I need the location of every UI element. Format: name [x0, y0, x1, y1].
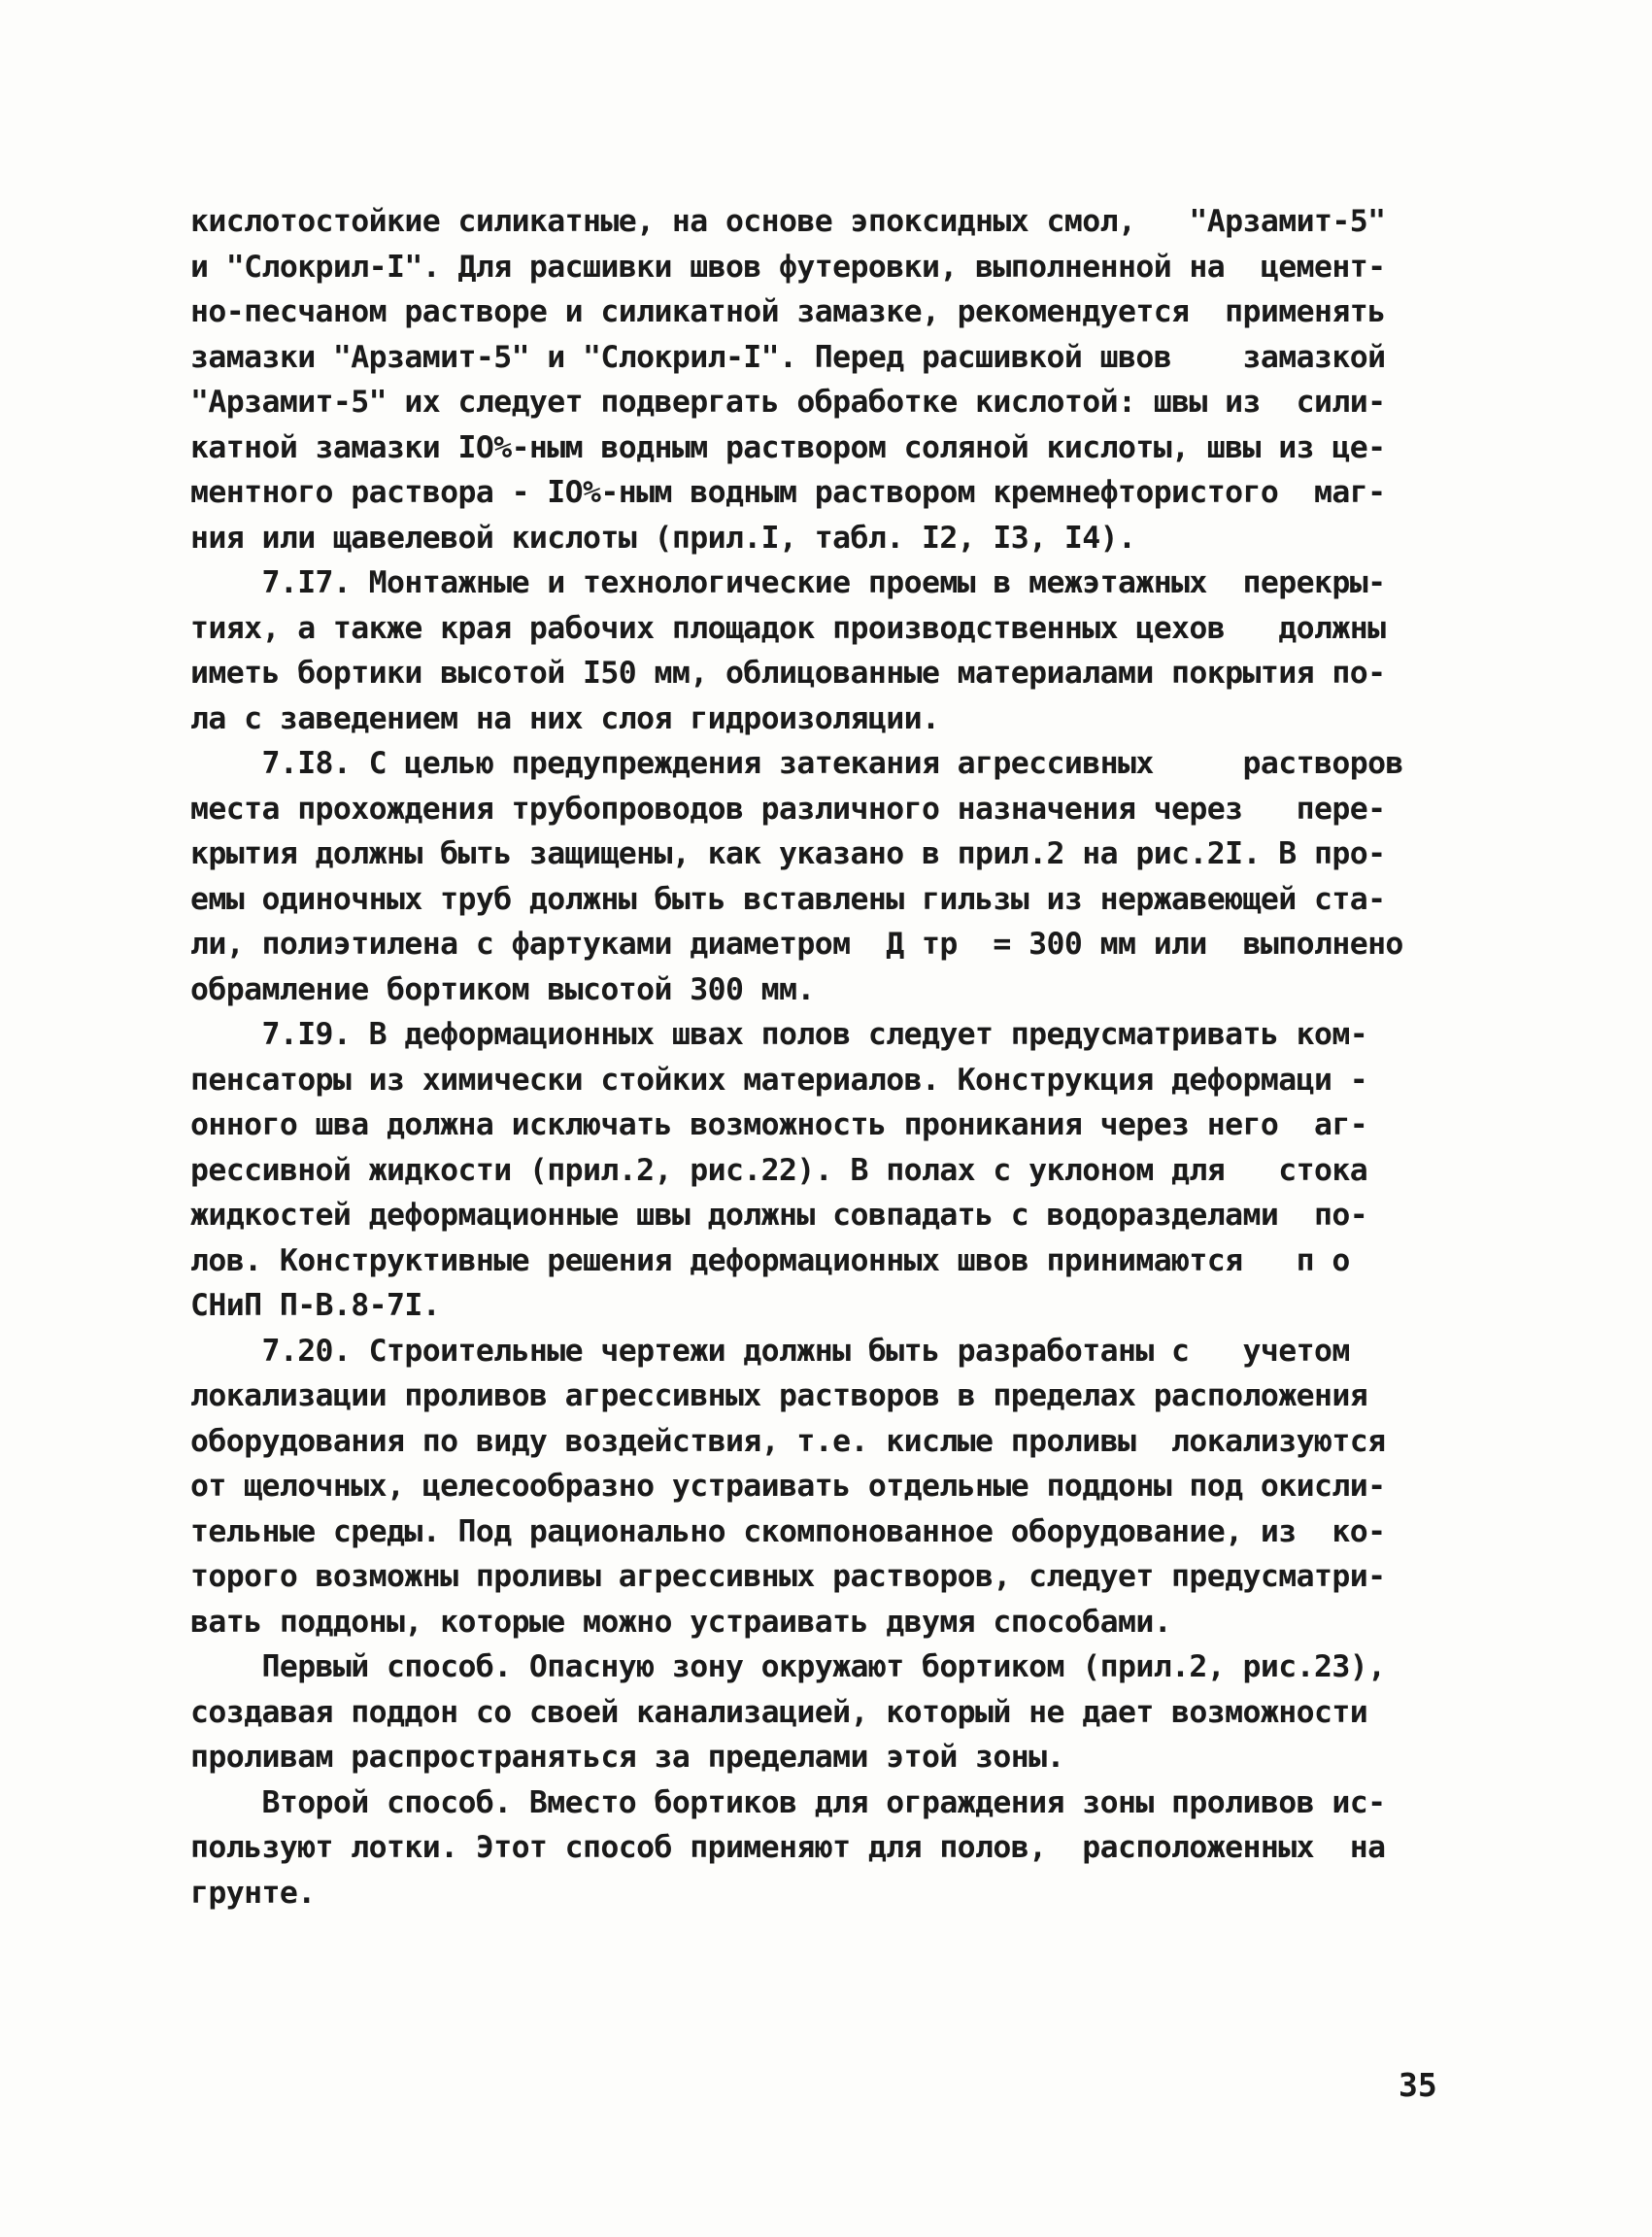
text-line: и "Слокрил-I". Для расшивки швов футеровки, выполненной на цемент-: [190, 249, 1386, 285]
text-line: тиях, а также края рабочих площадок производственных цехов должны: [190, 610, 1386, 646]
text-line: лов. Конструктивные решения деформационных швов принимаются п о: [190, 1242, 1350, 1278]
body-text: [190, 199, 1453, 1915]
text-line: тельные среды. Под рационально скомпонованное оборудование, из ко-: [190, 1513, 1386, 1549]
text-line: пользуют лотки. Этот способ применяют для полов, расположенных на: [190, 1830, 1386, 1865]
text-line: 7.20. Строительные чертежи должны быть разработаны с учетом: [190, 1333, 1350, 1369]
text-line: локализации проливов агрессивных растворов в пределах расположения: [190, 1378, 1368, 1413]
text-line: вать поддоны, которые можно устраивать двумя способами.: [190, 1604, 1172, 1640]
text-line: грунте.: [190, 1875, 316, 1911]
text-line: кислотостойкие силикатные, на основе эпоксидных смол, "Арзамит-5": [190, 204, 1386, 239]
text-line: катной замазки IO%-ным водным раствором соляной кислоты, швы из це-: [190, 429, 1386, 465]
text-line: ли, полиэтилена с фартуками диаметром Д тр = 300 мм или выполнено: [190, 927, 1403, 962]
text-line: ния или щавелевой кислоты (прил.I, табл. I2, I3, I4).: [190, 520, 1136, 556]
text-line: создавая поддон со своей канализацией, который не дает возможности: [190, 1694, 1368, 1730]
text-line: жидкостей деформационные швы должны совпадать с водоразделами по-: [190, 1198, 1368, 1233]
page-number: 35: [1399, 2066, 1437, 2104]
text-line: места прохождения трубопроводов различного назначения через пере-: [190, 791, 1386, 827]
text-line: проливам распространяться за пределами этой зоны.: [190, 1740, 1064, 1775]
text-line: 7.I8. С целью предупреждения затекания агрессивных растворов: [190, 746, 1403, 781]
text-line: оборудования по виду воздействия, т.е. кислые проливы локализуются: [190, 1423, 1386, 1459]
text-line: пенсаторы из химически стойких материалов. Конструкция деформаци -: [190, 1062, 1368, 1098]
text-line: 7.I9. В деформационных швах полов следует предусматривать ком-: [190, 1017, 1368, 1052]
text-line: Второй способ. Вместо бортиков для ограждения зоны проливов ис-: [190, 1784, 1386, 1820]
text-line: онного шва должна исключать возможность проникания через него аг-: [190, 1107, 1368, 1142]
text-line: крытия должны быть защищены, как указано в прил.2 на рис.2I. В про-: [190, 836, 1386, 871]
text-line: замазки "Арзамит-5" и "Слокрил-I". Перед расшивкой швов замазкой: [190, 339, 1386, 375]
text-line: торого возможны проливы агрессивных растворов, следует предусматри-: [190, 1559, 1386, 1594]
text-line: иметь бортики высотой I50 мм, облицованные материалами покрытия по-: [190, 656, 1386, 691]
text-line: емы одиночных труб должны быть вставлены гильзы из нержавеющей ста-: [190, 881, 1386, 917]
text-line: 7.I7. Монтажные и технологические проемы в межэтажных перекры-: [190, 565, 1386, 600]
text-line: обрамление бортиком высотой 300 мм.: [190, 971, 815, 1007]
text-line: но-песчаном растворе и силикатной замазке, рекомендуется применять: [190, 294, 1386, 329]
text-line: Первый способ. Опасную зону окружают бортиком (прил.2, рис.23),: [190, 1649, 1386, 1684]
text-line: СНиП П-В.8-7I.: [190, 1288, 441, 1323]
text-line: рессивной жидкости (прил.2, рис.22). В полах с уклоном для стока: [190, 1152, 1368, 1188]
text-line: от щелочных, целесообразно устраивать отдельные поддоны под окисли-: [190, 1469, 1386, 1504]
text-line: "Арзамит-5" их следует подвергать обработке кислотой: швы из сили-: [190, 385, 1386, 420]
text-line: ла с заведением на них слоя гидроизоляции.: [190, 700, 940, 736]
text-line: ментного раствора - IO%-ным водным раствором кремнефтористого маг-: [190, 475, 1386, 510]
